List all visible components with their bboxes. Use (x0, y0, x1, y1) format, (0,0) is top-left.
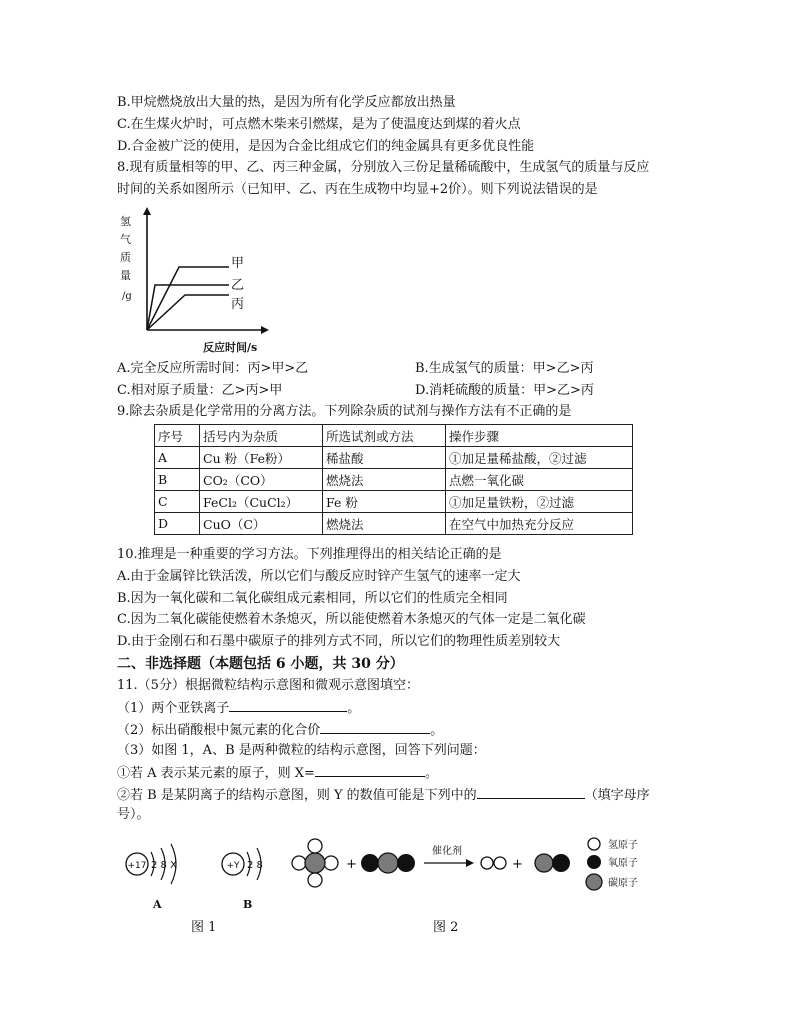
table-cell: 在空气中加热充分反应 (446, 513, 633, 535)
oxygen-atom (397, 854, 415, 872)
hydrogen-atom (481, 857, 493, 869)
answer-blank[interactable] (229, 698, 347, 712)
oxygen-atom (361, 854, 379, 872)
graph-ylabel-char: 氢 (120, 215, 131, 228)
q11-part2-text: （2）标出硝酸根中氮元素的化合价 (117, 723, 321, 738)
table-row (155, 469, 633, 491)
atom-a-nucleus-label: +17 (127, 861, 147, 871)
table-cell: A (155, 447, 200, 469)
section-title: 二、非选择题（本题包括 6 小题，共 30 分） (117, 656, 404, 672)
table-cell: C (155, 491, 200, 513)
q11-part1 (117, 698, 360, 718)
hydrogen-atom (308, 873, 322, 887)
atom-b-shell-electrons: 2 8 (247, 860, 263, 871)
atom-b-nucleus-label: +Y (226, 861, 240, 871)
graph-series-bing (147, 295, 229, 330)
table-cell: CO₂（CO） (200, 469, 323, 491)
oxygen-atom (552, 854, 570, 872)
q11-part1-end: 。 (347, 701, 361, 716)
q11-stem: 11.（5分）根据微粒结构示意图和微观示意图填空： (117, 678, 419, 693)
legend-oxygen-label: 氧原子 (608, 858, 638, 869)
answer-blank[interactable] (477, 785, 585, 799)
q8-stem-line2: 时间的关系如图所示（已知甲、乙、丙在生成物中均显+2价）。则下列说法错误的是 (117, 182, 598, 197)
q11-part2 (117, 720, 443, 740)
methane-molecule (292, 839, 338, 887)
legend-carbon-icon (586, 874, 602, 890)
graph-ylabel-char: 量 (120, 269, 131, 282)
atom-b-label: B (243, 898, 253, 911)
carbon-monoxide-molecule (535, 854, 570, 872)
q11-part2-end: 。 (430, 723, 444, 738)
graph-x-arrow (261, 326, 269, 334)
legend-oxygen-icon (587, 855, 601, 869)
figure-2-caption: 图 2 (433, 920, 459, 935)
legend-hydrogen-icon (588, 838, 600, 850)
figure-2-reaction-diagram (290, 832, 680, 904)
table-cell: 点燃一氧化碳 (446, 469, 633, 491)
table-row (155, 491, 633, 513)
table-cell: CuO（C） (200, 513, 323, 535)
graph-ylabel-char: 气 (120, 233, 131, 246)
q11-part3b-end: （填字母序 (584, 788, 650, 803)
q10-option-b: B.因为一氧化碳和二氧化碳组成元素相同，所以它们的性质完全相同 (117, 591, 508, 606)
q11-part3b-cont: 号）。 (117, 807, 150, 822)
carbon-dioxide-molecule (361, 853, 415, 873)
table-header-cell: 序号 (155, 425, 200, 447)
graph-label-jia: 甲 (231, 256, 245, 271)
graph-label-yi: 乙 (231, 278, 245, 293)
atom-a-label: A (153, 898, 162, 911)
q11-part3a-end: 。 (424, 766, 438, 781)
graph-label-bing: 丙 (231, 297, 245, 312)
q10-stem: 10.推理是一种重要的学习方法。下列推理得出的相关结论正确的是 (117, 547, 502, 562)
q10-option-a: A.由于金属锌比铁活泼，所以它们与酸反应时锌产生氢气的速率一定大 (117, 569, 521, 584)
q8-stem-line1: 8.现有质量相等的甲、乙、丙三种金属，分别放入三份足量稀硫酸中，生成氢气的质量与反应 (117, 160, 650, 175)
impurity-table (154, 424, 633, 535)
table-cell: 燃烧法 (323, 469, 446, 491)
q11-part3a (117, 763, 438, 783)
legend-carbon-label: 碳原子 (608, 878, 638, 889)
table-header-row (155, 425, 633, 447)
hydrogen-atom (324, 856, 338, 870)
answer-blank[interactable] (315, 763, 425, 777)
q8-option-a: A.完全反应所需时间：丙>甲>乙 (117, 361, 309, 376)
q8-option-c: C.相对原子质量：乙>丙>甲 (117, 383, 283, 398)
reaction-arrow-head (466, 859, 474, 867)
graph-ylabel-char: /g (122, 291, 132, 302)
q7-option-c: C.在生煤火炉时，可点燃木柴来引燃煤，是为了使温度达到煤的着火点 (117, 117, 521, 132)
graph-ylabel-char: 质 (120, 251, 131, 264)
table-cell: 稀盐酸 (323, 447, 446, 469)
table-cell: FeCl₂（CuCl₂） (200, 491, 323, 513)
atom-legend (586, 838, 638, 890)
q11-part3a-text: ①若 A 表示某元素的原子，则 X= (117, 766, 315, 781)
graph-y-arrow (143, 207, 151, 215)
q11-part1-text: （1）两个亚铁离子 (117, 701, 230, 716)
answer-blank[interactable] (320, 720, 430, 734)
table-row (155, 513, 633, 535)
legend-hydrogen-label: 氢原子 (608, 840, 638, 851)
figure-1-caption: 图 1 (191, 920, 217, 935)
plus-sign: + (512, 857, 523, 872)
hydrogen-atom (292, 856, 306, 870)
q10-option-d: D.由于金刚石和石墨中碳原子的排列方式不同，所以它们的物理性质差别较大 (117, 634, 561, 649)
graph-series-jia (147, 267, 229, 330)
q8-option-d: D.消耗硫酸的质量：甲>乙>丙 (415, 383, 594, 398)
hydrogen-molecule (481, 857, 506, 869)
table-header-cell: 所选试剂或方法 (323, 425, 446, 447)
graph-series-yi (147, 285, 229, 330)
hydrogen-atom (494, 857, 506, 869)
plus-sign: + (346, 857, 357, 872)
table-cell: B (155, 469, 200, 491)
hydrogen-atom (308, 839, 322, 853)
table-cell: Cu 粉（Fe粉） (200, 447, 323, 469)
atom-a-shell-electrons: 2 8 X (151, 860, 177, 871)
carbon-atom (305, 853, 325, 873)
table-cell: ①加足量稀盐酸，②过滤 (446, 447, 633, 469)
hydrogen-time-graph (117, 205, 277, 357)
q11-part3b (117, 785, 650, 805)
carbon-atom (378, 853, 398, 873)
table-header-cell: 括号内为杂质 (200, 425, 323, 447)
q8-option-b: B.生成氢气的质量：甲>乙>丙 (415, 361, 594, 376)
table-cell: D (155, 513, 200, 535)
q10-option-c: C.因为二氧化碳能使燃着木条熄灭，所以能使燃着木条熄灭的气体一定是二氧化碳 (117, 612, 586, 627)
q7-option-b: B.甲烷燃烧放出大量的热，是因为所有化学反应都放出热量 (117, 95, 456, 110)
q9-stem: 9.除去杂质是化学常用的分离方法。下列除杂质的试剂与操作方法有不正确的是 (117, 404, 572, 419)
table-row (155, 447, 633, 469)
table-cell: Fe 粉 (323, 491, 446, 513)
table-cell: 燃烧法 (323, 513, 446, 535)
q11-part3: （3）如图 1，A、B 是两种微粒的结构示意图，回答下列问题： (117, 743, 486, 758)
carbon-atom (535, 854, 553, 872)
graph-xlabel: 反应时间/s (203, 341, 258, 354)
q7-option-d: D.合金被广泛的使用，是因为合金比组成它们的纯金属具有更多优良性能 (117, 139, 535, 154)
q11-part3b-text: ②若 B 是某阴离子的结构示意图，则 Y 的数值可能是下列中的 (117, 788, 477, 803)
figure-1-atom-diagrams (117, 838, 287, 914)
table-header-cell: 操作步骤 (446, 425, 633, 447)
catalyst-label: 催化剂 (432, 846, 462, 857)
table-cell: ①加足量铁粉，②过滤 (446, 491, 633, 513)
